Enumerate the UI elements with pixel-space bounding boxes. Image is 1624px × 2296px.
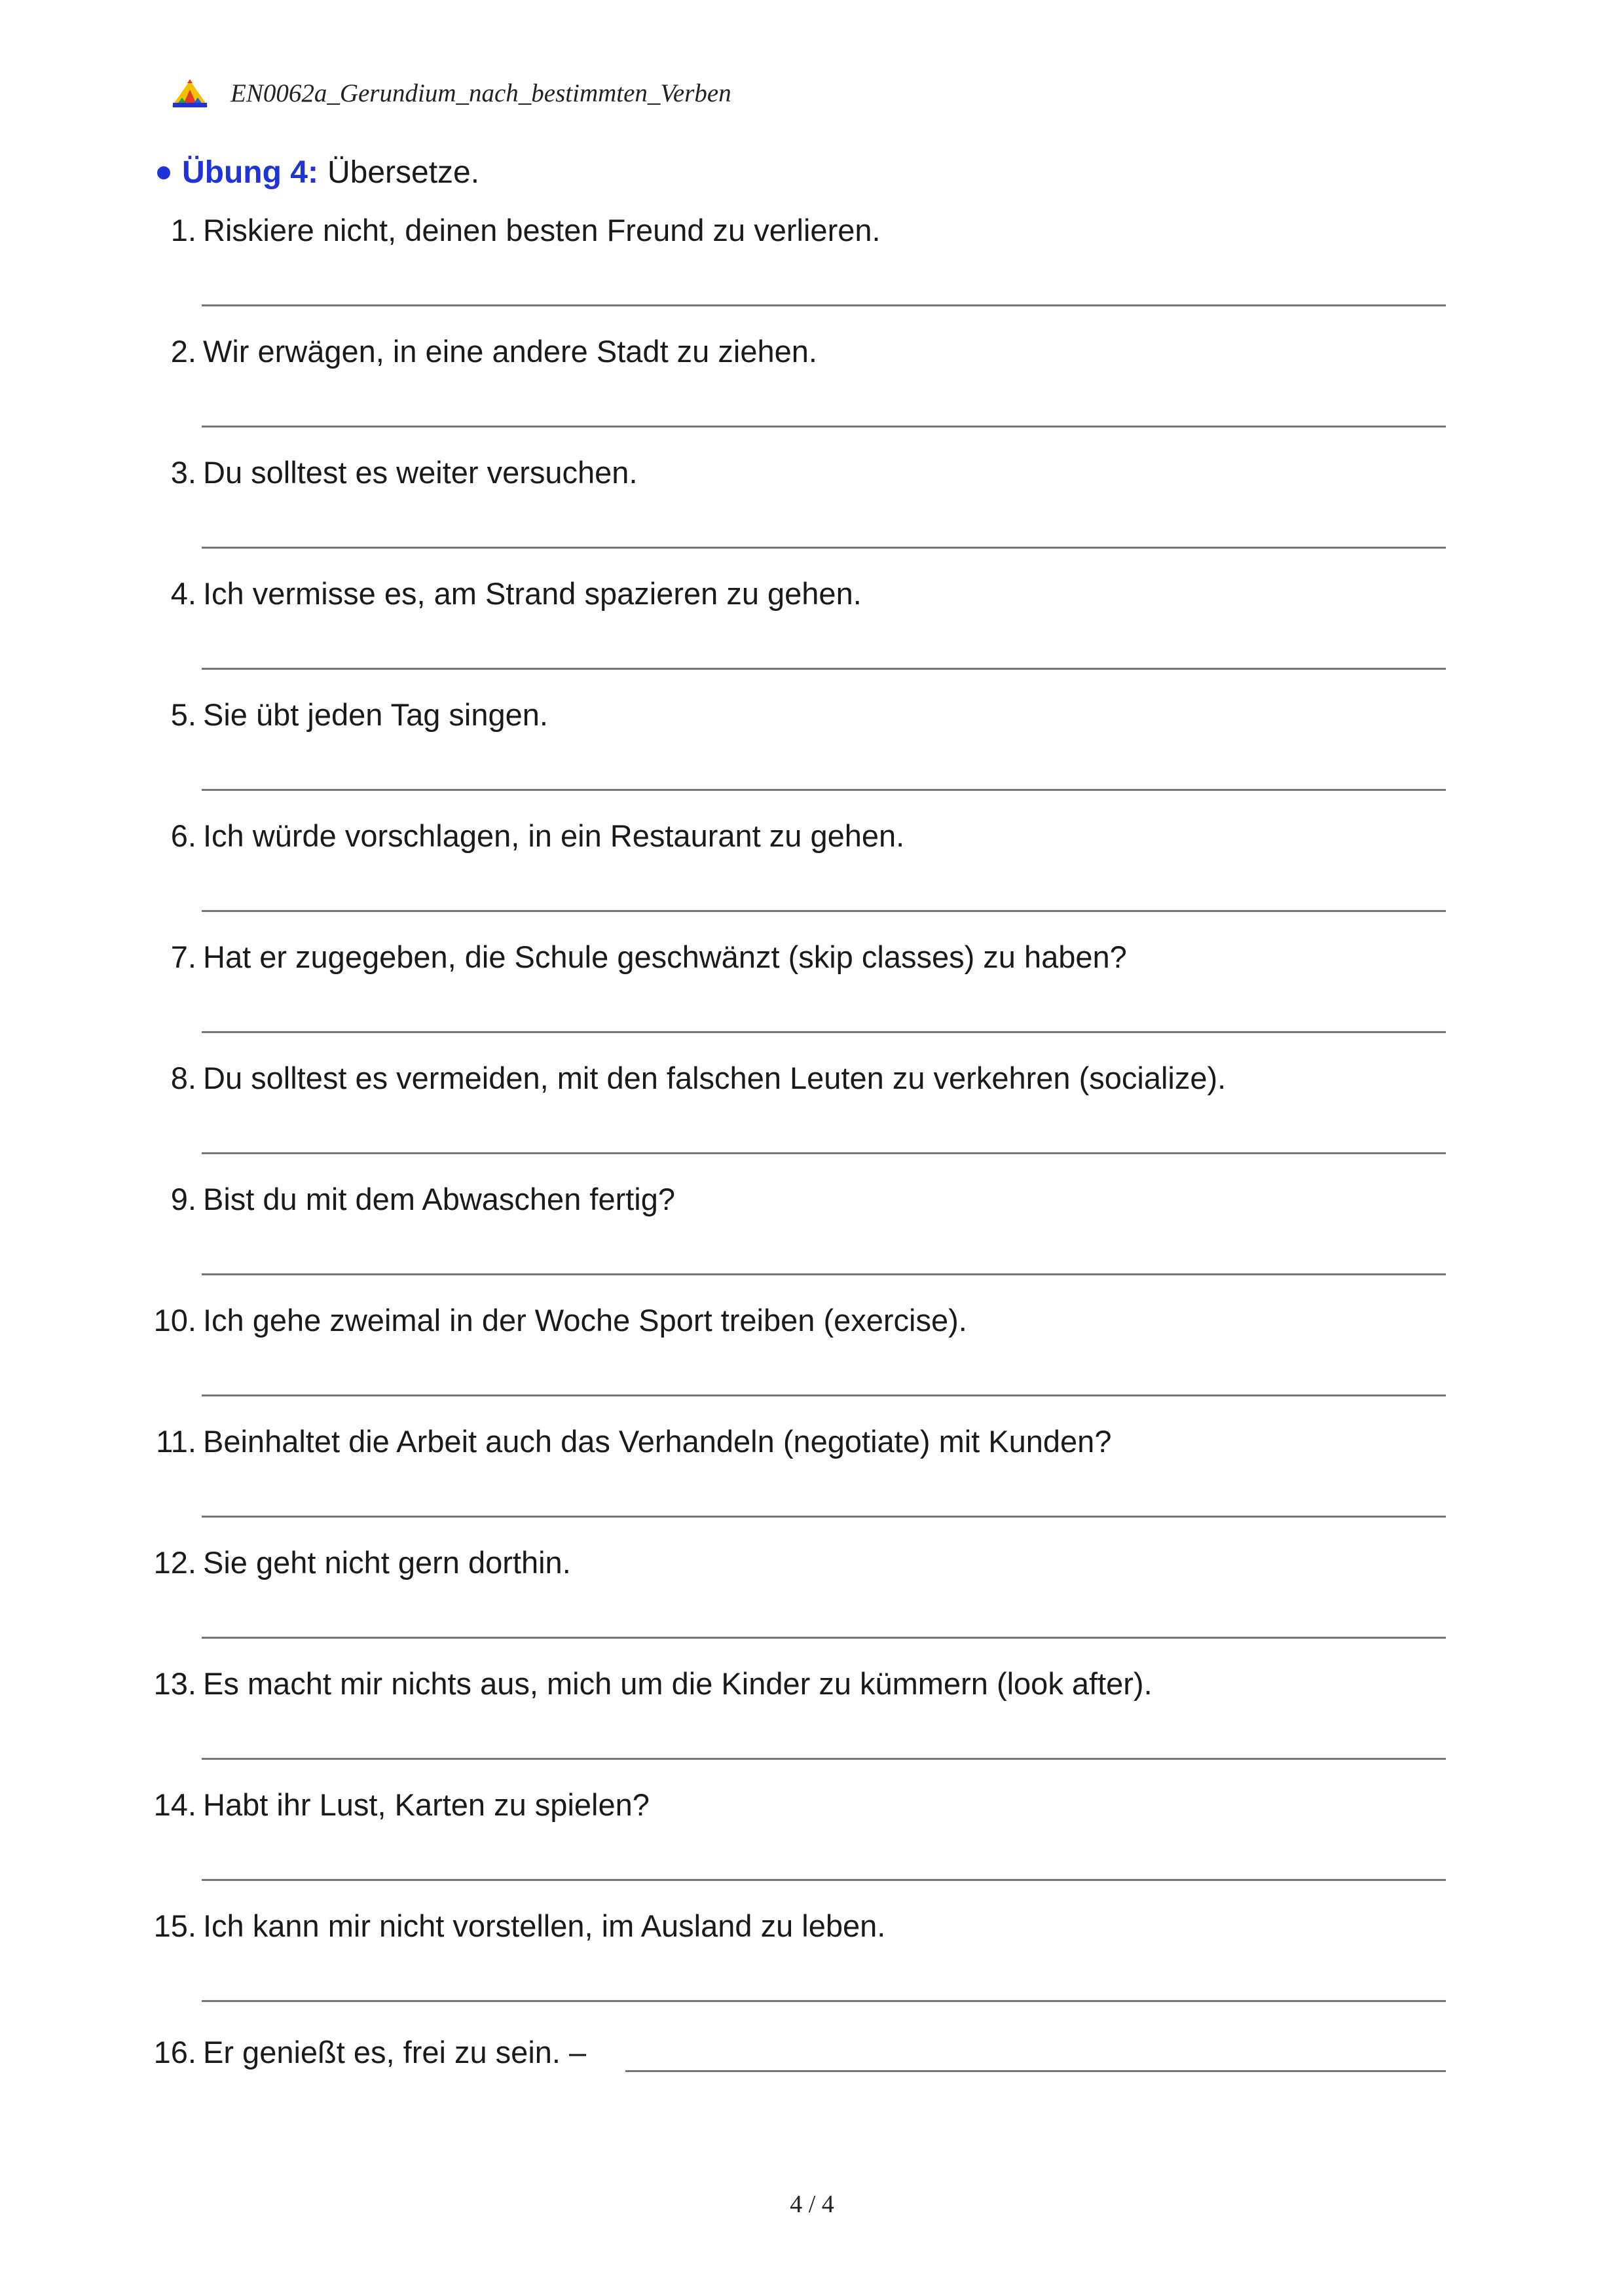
exercise-item — [0, 1422, 1624, 1487]
item-text: Hat er zugegeben, die Schule geschwänzt (skip classes) zu haben? — [203, 939, 1127, 974]
answer-line[interactable] — [202, 1031, 1446, 1033]
answer-line[interactable] — [202, 547, 1446, 549]
exercise-item — [0, 938, 1624, 1003]
answer-line[interactable] — [202, 2000, 1446, 2002]
exercise-item — [0, 2033, 1624, 2098]
answer-line[interactable] — [202, 1273, 1446, 1275]
item-number: 15. — [153, 1908, 196, 1943]
exercise-item — [0, 1180, 1624, 1245]
answer-line[interactable] — [202, 668, 1446, 670]
item-number: 2. — [170, 334, 196, 369]
exercise-item — [0, 816, 1624, 882]
exercise-item — [0, 1906, 1624, 1972]
answer-line[interactable] — [202, 789, 1446, 791]
item-text: Habt ihr Lust, Karten zu spielen? — [203, 1787, 650, 1822]
item-number: 4. — [170, 576, 196, 611]
item-number: 7. — [170, 939, 196, 974]
item-text: Sie übt jeden Tag singen. — [203, 697, 548, 732]
item-number: 6. — [170, 818, 196, 853]
item-number: 13. — [153, 1666, 196, 1701]
item-number: 8. — [170, 1061, 196, 1095]
item-text: Ich kann mir nicht vorstellen, im Ausland zu leben. — [203, 1908, 886, 1943]
page-number: 4 / 4 — [790, 2191, 834, 2218]
item-number: 1. — [170, 213, 196, 247]
item-text: Ich würde vorschlagen, in ein Restaurant zu gehen. — [203, 818, 905, 853]
exercise-item — [0, 695, 1624, 761]
exercise-item — [0, 1301, 1624, 1366]
exercise-item — [0, 1785, 1624, 1851]
item-number: 9. — [170, 1182, 196, 1216]
logo-icon — [169, 78, 211, 108]
document-header — [169, 73, 731, 113]
item-text: Du solltest es weiter versuchen. — [203, 455, 638, 490]
item-number: 5. — [170, 697, 196, 732]
exercise-label: Übung 4: — [182, 155, 318, 190]
answer-line[interactable] — [202, 426, 1446, 428]
item-number: 16. — [153, 2035, 196, 2069]
answer-line[interactable] — [202, 1152, 1446, 1154]
exercise-item — [0, 332, 1624, 397]
item-text: Ich gehe zweimal in der Woche Sport treiben (exercise). — [203, 1303, 967, 1338]
item-text: Er genießt es, frei zu sein. – — [203, 2035, 587, 2069]
answer-line[interactable] — [202, 910, 1446, 912]
answer-line[interactable] — [202, 1516, 1446, 1518]
exercise-item — [0, 574, 1624, 640]
document-title: EN0062a_Gerundium_nach_bestimmten_Verben — [231, 79, 731, 107]
item-text: Wir erwägen, in eine andere Stadt zu ziehen. — [203, 334, 817, 369]
item-text: Du solltest es vermeiden, mit den falschen Leuten zu verkehren (socialize). — [203, 1061, 1227, 1095]
item-number: 12. — [153, 1545, 196, 1580]
item-text: Bist du mit dem Abwaschen fertig? — [203, 1182, 676, 1216]
item-text: Beinhaltet die Arbeit auch das Verhandeln (negotiate) mit Kunden? — [203, 1424, 1112, 1459]
item-number: 3. — [170, 455, 196, 490]
answer-line[interactable] — [202, 1637, 1446, 1639]
answer-line[interactable] — [202, 1758, 1446, 1760]
item-text: Sie geht nicht gern dorthin. — [203, 1545, 571, 1580]
answer-line[interactable] — [202, 304, 1446, 306]
exercise-heading — [157, 155, 479, 191]
answer-line[interactable] — [202, 1394, 1446, 1396]
bullet-icon — [157, 166, 170, 179]
exercise-item — [0, 1664, 1624, 1730]
exercise-instruction: Übersetze. — [327, 155, 480, 190]
exercise-item — [0, 1059, 1624, 1124]
item-text: Ich vermisse es, am Strand spazieren zu gehen. — [203, 576, 862, 611]
answer-line[interactable] — [625, 2070, 1446, 2072]
exercise-item — [0, 1543, 1624, 1609]
item-number: 10. — [153, 1303, 196, 1338]
item-number: 14. — [153, 1787, 196, 1822]
exercise-item — [0, 211, 1624, 276]
item-text: Riskiere nicht, deinen besten Freund zu verlieren. — [203, 213, 881, 247]
item-text: Es macht mir nichts aus, mich um die Kinder zu kümmern (look after). — [203, 1666, 1153, 1701]
answer-line[interactable] — [202, 1879, 1446, 1881]
item-number: 11. — [156, 1424, 196, 1459]
exercise-item — [0, 453, 1624, 519]
